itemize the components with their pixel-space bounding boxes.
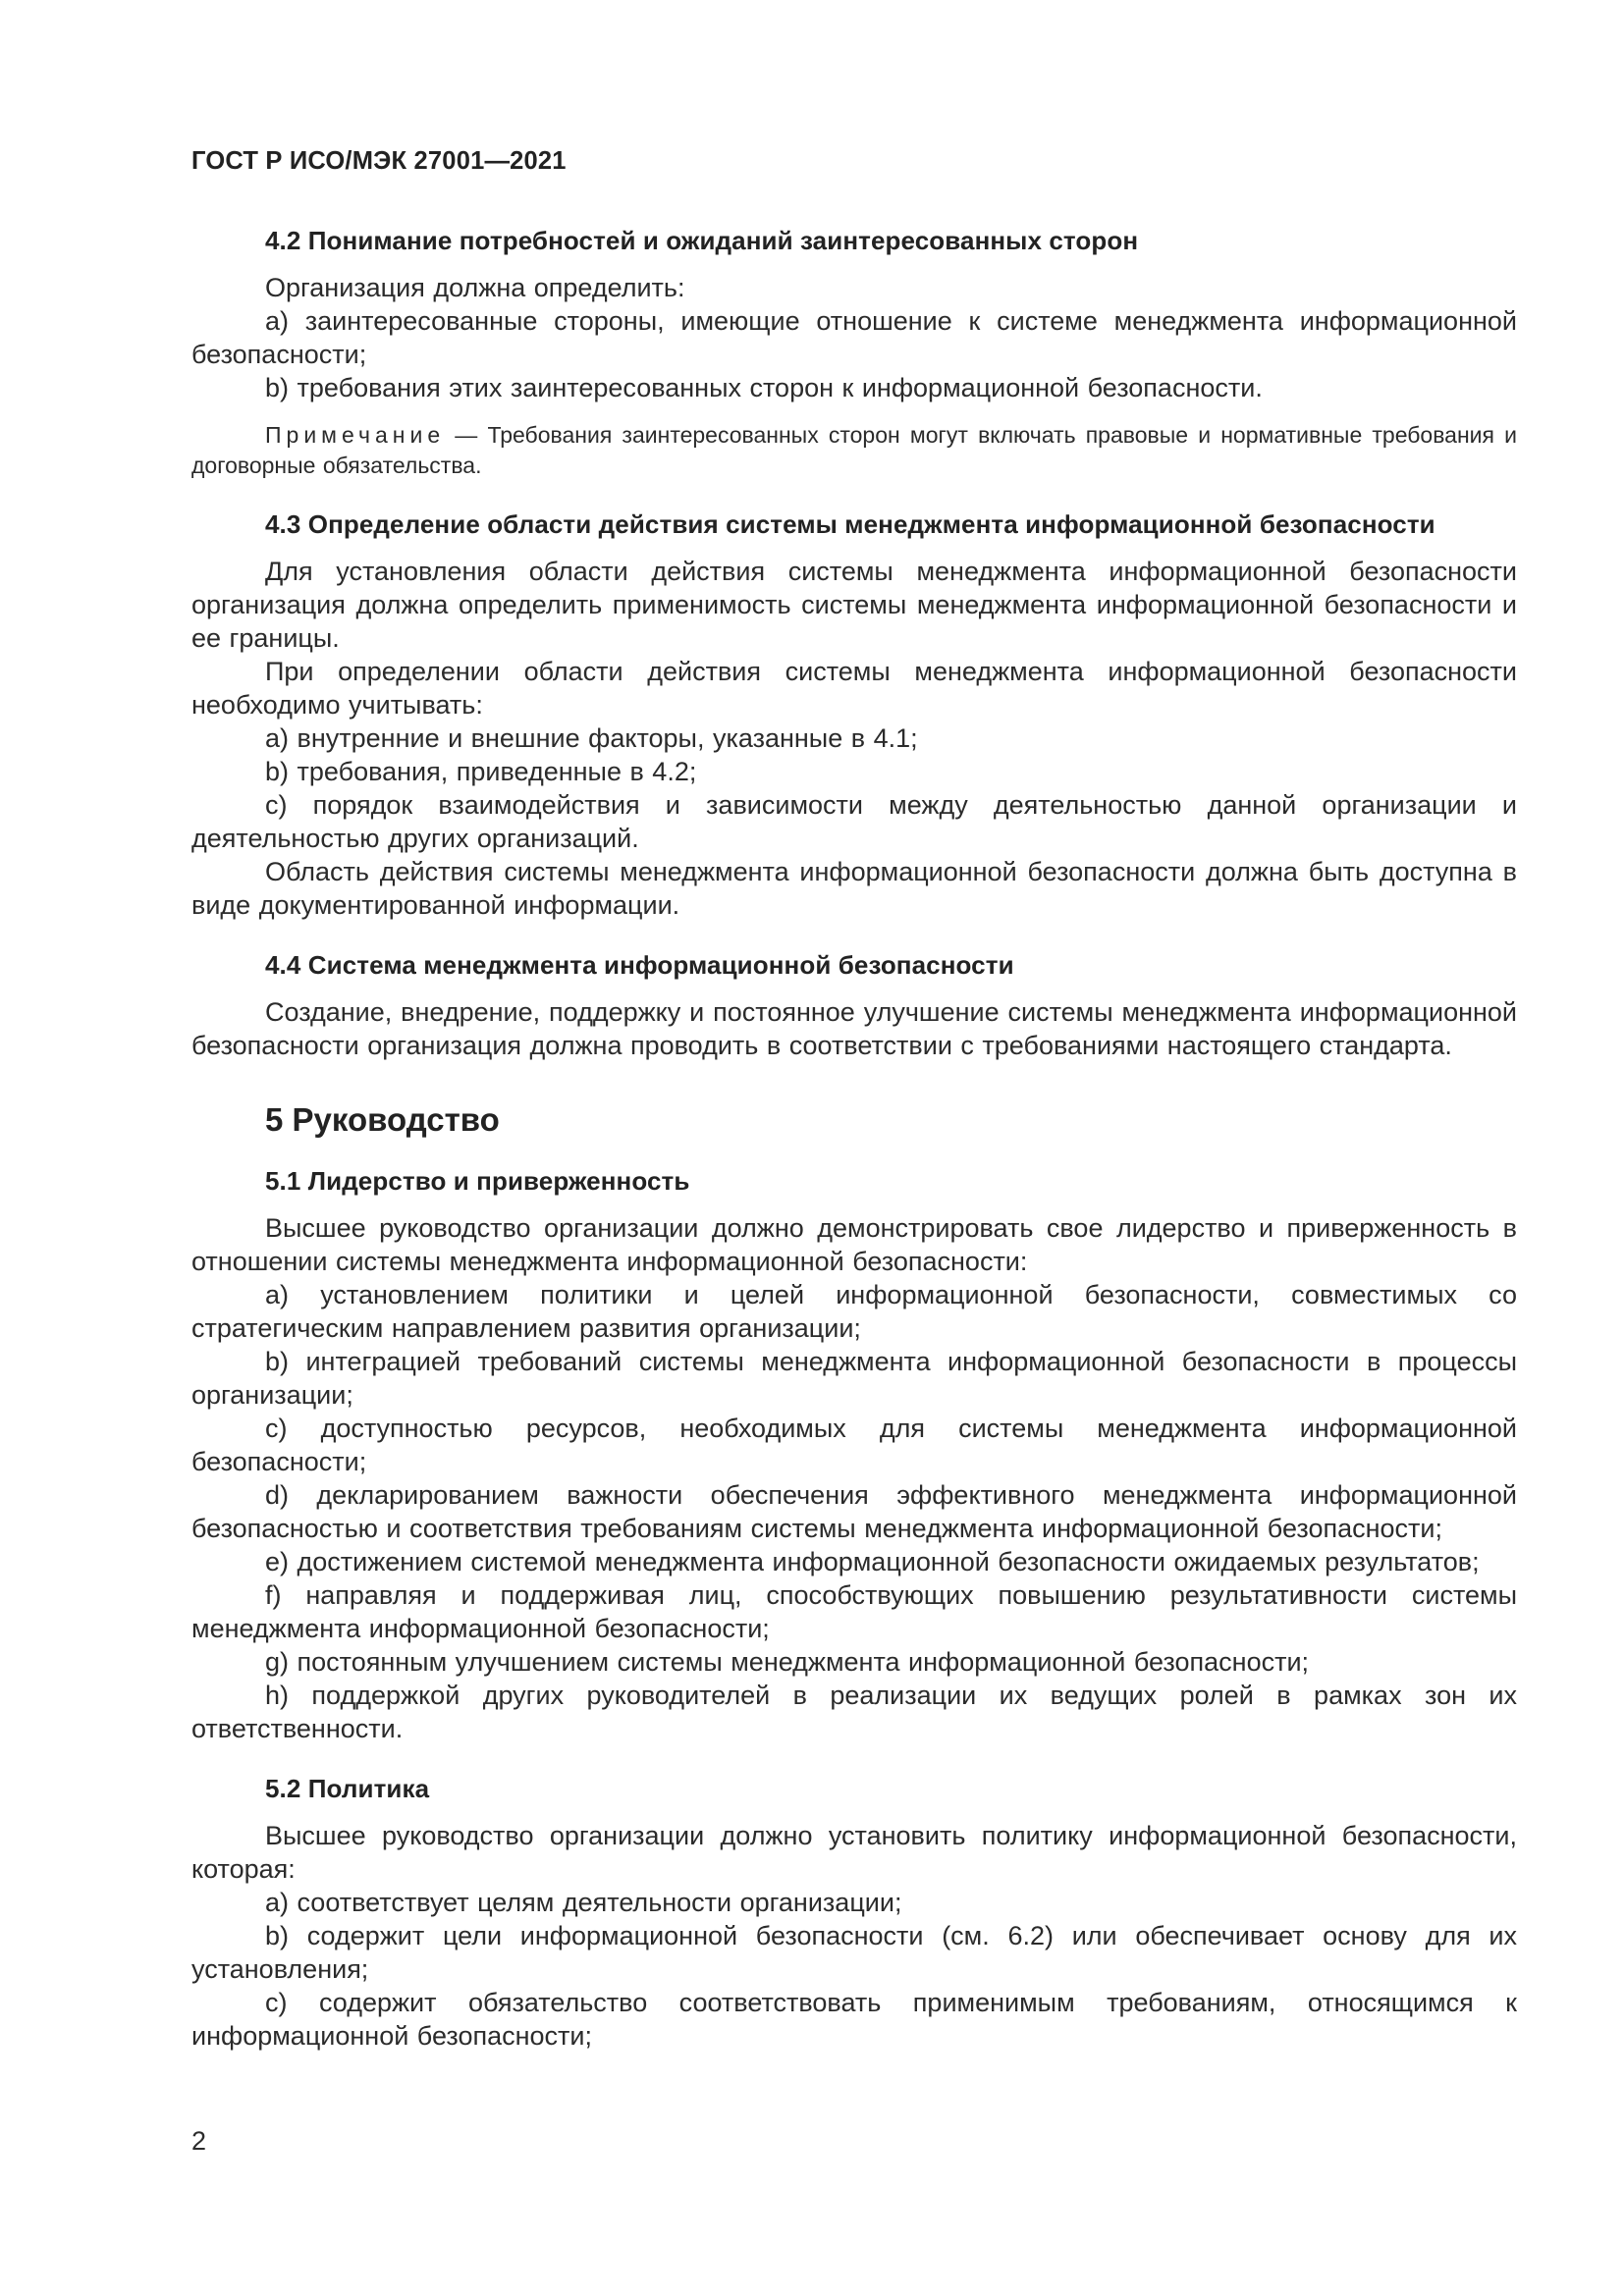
section-4-3-heading: 4.3 Определение области действия системы менеджмента информационной безопасности [265, 509, 1435, 539]
section-4-2-heading: 4.2 Понимание потребностей и ожиданий заинтересованных сторон [265, 226, 1139, 255]
list-item: c) порядок взаимодействия и зависимости между деятельностью данной организации и деятельностью других организаций. [191, 790, 1517, 853]
section-4-4-heading: 4.4 Система менеджмента информационной безопасности [265, 950, 1014, 980]
list-item: a) внутренние и внешние факторы, указанные в 4.1; [265, 723, 918, 753]
list-item: c) содержит обязательство соответствовать применимым требованиям, относящимся к информационной безопасности; [191, 1988, 1517, 2051]
list-item: f) направляя и поддерживая лиц, способствующих повышению результативности системы менеджмента информационной безопасности; [191, 1580, 1517, 1643]
paragraph: Создание, внедрение, поддержку и постоянное улучшение системы менеджмента информационной безопасности организация должна проводить в соответствии с требованиями настоящего стандарта. [191, 997, 1517, 1060]
note-text: — Требования заинтересованных сторон могут включать правовые и нормативные требования и договорные обязательства. [191, 422, 1517, 478]
document-code-header: ГОСТ Р ИСО/МЭК 27001—2021 [191, 147, 567, 175]
list-item: d) декларированием важности обеспечения эффективного менеджмента информационной безопасностью и соответствия требованиям системы менеджмента информационной безопасности; [191, 1480, 1517, 1543]
chapter-5-heading: 5 Руководство [265, 1101, 500, 1138]
list-item: b) требования, приведенные в 4.2; [265, 757, 697, 786]
document-body [191, 224, 1517, 2053]
list-item: c) доступностью ресурсов, необходимых для системы менеджмента информационной безопасности; [191, 1414, 1517, 1476]
list-item: e) достижением системой менеджмента информационной безопасности ожидаемых результатов; [265, 1547, 1480, 1576]
section-5-1-heading: 5.1 Лидерство и приверженность [265, 1166, 690, 1196]
list-item: a) установлением политики и целей информационной безопасности, совместимых со стратегическим направлением развития организации; [191, 1280, 1517, 1343]
list-item: g) постоянным улучшением системы менеджмента информационной безопасности; [265, 1647, 1310, 1677]
paragraph: Область действия системы менеджмента информационной безопасности должна быть доступна в виде документированной информации. [191, 857, 1517, 920]
list-item: b) требования этих заинтересованных сторон к информационной безопасности. [265, 373, 1263, 402]
paragraph: Высшее руководство организации должно демонстрировать свое лидерство и приверженность в отношении системы менеджмента информационной безопасности: [191, 1213, 1517, 1276]
paragraph: Для установления области действия системы менеджмента информационной безопасности организация должна определить применимость системы менеджмента информационной безопасности и ее границы. [191, 557, 1517, 653]
list-item: h) поддержкой других руководителей в реализации их ведущих ролей в рамках зон их ответственности. [191, 1681, 1517, 1743]
list-item: b) содержит цели информационной безопасности (см. 6.2) или обеспечивает основу для их установления; [191, 1921, 1517, 1984]
page-number: 2 [191, 2126, 207, 2156]
paragraph: При определении области действия системы менеджмента информационной безопасности необходимо учитывать: [191, 657, 1517, 720]
paragraph: Организация должна определить: [265, 273, 685, 302]
list-item: a) заинтересованные стороны, имеющие отношение к системе менеджмента информационной безопасности; [191, 306, 1517, 369]
note-label: Примечание [265, 422, 446, 448]
paragraph: Высшее руководство организации должно установить политику информационной безопасности, которая: [191, 1821, 1517, 1884]
document-page [191, 0, 1517, 2296]
list-item: b) интеграцией требований системы менеджмента информационной безопасности в процессы организации; [191, 1347, 1517, 1410]
section-5-2-heading: 5.2 Политика [265, 1774, 430, 1803]
list-item: a) соответствует целям деятельности организации; [265, 1888, 902, 1917]
note-paragraph [191, 420, 1517, 481]
